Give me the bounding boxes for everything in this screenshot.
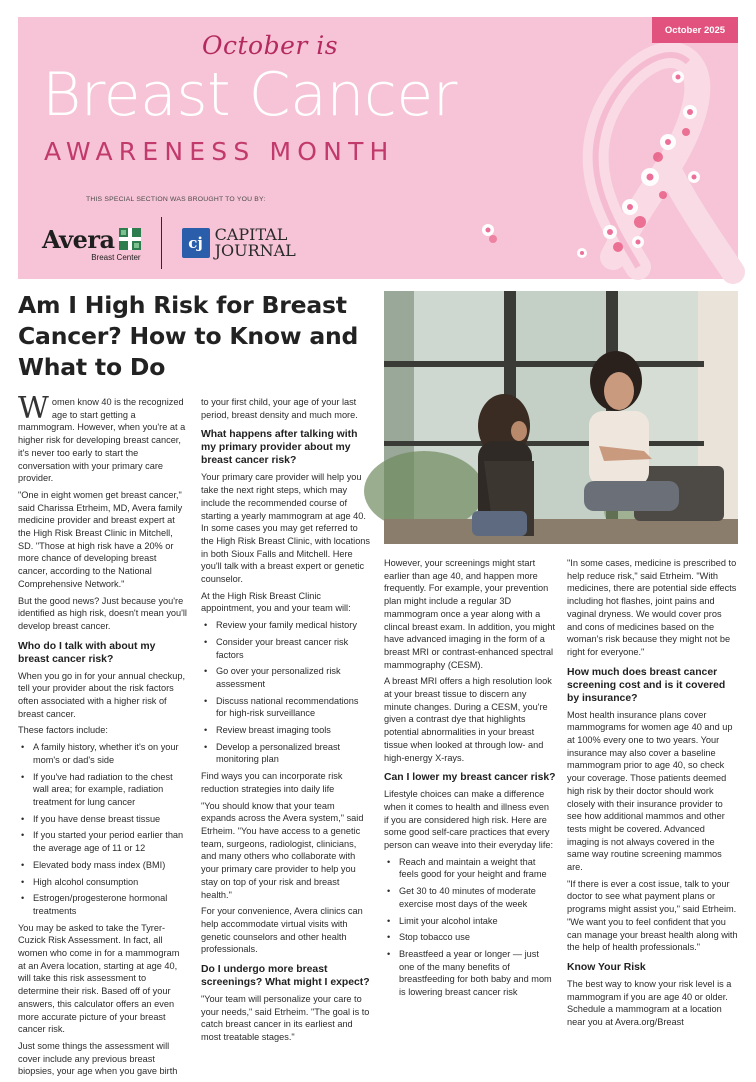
list-item: • Go over your personalized risk assessment — [201, 665, 371, 690]
sponsor-logos — [42, 215, 296, 271]
avera-cross-icon — [119, 228, 141, 250]
date-badge: October 2025 — [652, 17, 738, 43]
paragraph: to your first child, your age of your last period, breast density and much more. — [201, 397, 358, 420]
article-column-3 — [384, 557, 556, 1003]
paragraph: Just some things the assessment will cover include any previous breast biopsies, your age when you gave birth — [18, 1040, 178, 1077]
subheading: Can I lower my breast cancer risk? — [384, 772, 556, 784]
list-item: • Review breast imaging tools — [201, 724, 371, 737]
list-item: • Discuss national recommendations for high-risk surveillance — [201, 695, 371, 720]
cj-line2: JOURNAL — [214, 241, 296, 260]
paragraph: Find ways you can incorporate risk reduction strategies into daily life — [201, 771, 343, 794]
paragraph: However, your screenings might start earlier than age 40, and happen more frequently. For example, your prevention plan might include a regular 3D mammogram once a year along with a clincal breast exam. In addition, you might have advanced imaging in the form of a breast MRI or contrast-enhanced spectral mammography (CESM). — [384, 558, 556, 670]
list-item: • Elevated body mass index (BMI) — [18, 859, 188, 872]
list-item: • Breastfeed a year or longer — just one of the many benefits of breastfeeding for both baby and mom is lowering breast cancer risk — [384, 948, 556, 999]
list-item: • A family history, whether it's on your mom's or dad's side — [18, 741, 188, 766]
avera-logo — [42, 225, 141, 262]
subheading: What happens after talking with my primary provider about my breast cancer risk? — [201, 429, 358, 467]
list-item: • If you started your period earlier than the average age of 11 or 12 — [18, 829, 188, 854]
paragraph: "You should know that your team expands across the Avera system," said Etrheim. "You have access to a genetic team, surgeons, radiologist, clinicians, and many others who collaborate with your primary care provider to help you stay on top of your risk and breast health." — [201, 800, 364, 900]
subheading: How much does breast cancer screening cost and is it covered by insurance? — [567, 666, 726, 704]
paragraph-text: omen know 40 is the recognized age to start getting a mammogram. However, when you're at a higher risk for developing breast cancer, it's never too early to start the conversation with your primary care provider. — [18, 397, 186, 484]
article-column-2 — [201, 396, 371, 1048]
self-care-list — [384, 856, 556, 999]
list-item: • If you've had radiation to the chest wall area; for example, radiation treatment for lung cancer — [18, 771, 188, 809]
paragraph: You may be asked to take the Tyrer-Cuzick Risk Assessment. In fact, all women who come in for a mammogram at an Avera location, starting at age 40, will take this risk assessment to determine their risk. Based off of your answers, this calculator offers an even more accurate picture of your breast cancer risk. — [18, 922, 180, 1035]
paragraph: "Your team will personalize your care to your needs," said Etrheim. "The goal is to catch breast cancer in its earliest and most treatable stages." — [201, 994, 370, 1043]
paragraph: "If there is ever a cost issue, talk to your doctor to see what payment plans or programs might assist you," said Etrheim. "We want you to feel confident that you can manage your breast health along with the help of health professionals." — [567, 878, 738, 953]
article-column-1 — [18, 391, 188, 1082]
avera-subtitle: Breast Center — [91, 252, 141, 262]
article-column-4 — [567, 557, 738, 1033]
list-item: • If you have dense breast tissue — [18, 813, 188, 826]
list-item: • Consider your breast cancer risk factors — [201, 636, 371, 661]
header-banner — [18, 17, 738, 279]
cj-mark-icon: cj — [182, 228, 210, 258]
paragraph: "In some cases, medicine is prescribed to help reduce risk," said Etrheim. "With medicines, there are potential side effects including hot flashes, joint pains and vaginal dryness. We would cover pros and cons of medicines based on the woman's risk because they might not be right for everyone." — [567, 558, 737, 657]
paragraph: When you go in for your annual checkup, tell your provider about the risk factors often associated with a higher risk of breast cancer. — [18, 670, 186, 719]
photo-two-women-talking-icon — [384, 291, 738, 544]
paragraph: A breast MRI offers a high resolution look at your breast tissue to discern any minute changes. During a CESM, you're given a contrast dye that highlights potential abnormalities in your breast tissue when looked at through low- and high-energy X-rays. — [384, 676, 552, 763]
paragraph: Your primary care provider will help you take the next right steps, which may include the recommended course of starting a yearly mammogram at age 40. In some cases you may get referred to the High Risk Breast Clinic, with locations in both Sioux Falls and Mitchell. Here you'll talk with a breast expert or genetic counselor. — [201, 472, 371, 585]
avera-wordmark: Avera — [42, 224, 115, 254]
cj-line1: CAPITAL — [214, 225, 288, 244]
banner-subtitle: AWARENESS MONTH — [44, 137, 395, 166]
paragraph: For your convenience, Avera clinics can help accommodate virtual visits with genetic counselors and other health professionals. — [201, 906, 363, 955]
paragraph — [18, 391, 188, 485]
list-item: • Review your family medical history — [201, 619, 371, 632]
list-item: • Estrogen/progesterone hormonal treatments — [18, 892, 188, 917]
pink-ribbon-flowers-icon — [518, 17, 738, 279]
subheading: Who do I talk with about my breast cancer risk? — [18, 640, 156, 665]
list-item: • Stop tobacco use — [384, 931, 556, 944]
list-item: • Develop a personalized breast monitoring plan — [201, 741, 371, 766]
paragraph: The best way to know your risk level is a mammogram if you are age 40 or older. Schedule a mammogram at a location near you at Avera.org/Breast — [567, 978, 732, 1028]
paragraph: These factors include: — [18, 725, 108, 736]
paragraph: Lifestyle choices can make a difference when it comes to health and illness even if you are considered high risk. Here are some good self-care practices that every person can weave into their everyday life: — [384, 789, 554, 851]
capital-journal-logo — [182, 227, 296, 259]
list-item: • Reach and maintain a weight that feels good for your height and frame — [384, 856, 556, 881]
list-item: • Limit your alcohol intake — [384, 915, 556, 928]
banner-kicker: October is — [202, 31, 339, 60]
subheading: Do I undergo more breast screenings? What might I expect? — [201, 964, 370, 989]
list-item: • High alcohol consumption — [18, 876, 188, 889]
paragraph: At the High Risk Breast Clinic appointment, you and your team will: — [201, 590, 351, 614]
sponsor-divider — [161, 217, 162, 269]
article-headline: Am I High Risk for Breast Cancer? How to Know and What to Do — [18, 291, 359, 381]
subheading: Know Your Risk — [567, 961, 646, 973]
paragraph: "One in eight women get breast cancer," said Charissa Etrheim, MD, Avera family medicine provider and breast expert at the High Risk Breast Clinic in Mitchell, SD. "Those at high risk have a 20% or more chance of developing breast cancer, according to the National Comprehensive Network." — [18, 489, 183, 589]
paragraph: Most health insurance plans cover mammograms for women age 40 and up at 100% every one to two years. Your insurance may also cover a baseline mammogram prior to age 40, so check your coverage. Those patients deemed high risk by their doctor should work closely with their insurance provider to see how additional mammos and other tests might be covered. Advanced imaging is not always covered in the same way routine screening mammos are. — [567, 709, 733, 873]
banner-title: Breast Cancer — [42, 60, 457, 130]
paragraph: But the good news? Just because you're identified as high risk, doesn't mean you'll develop breast cancer. — [18, 595, 187, 631]
list-item: • Get 30 to 40 minutes of moderate exercise most days of the week — [384, 885, 556, 910]
sponsor-note: THIS SPECIAL SECTION WAS BROUGHT TO YOU BY: — [86, 196, 266, 203]
risk-factors-list — [18, 741, 188, 917]
drop-cap: W — [18, 391, 49, 426]
article-photo — [384, 291, 738, 544]
clinic-steps-list — [201, 619, 371, 766]
